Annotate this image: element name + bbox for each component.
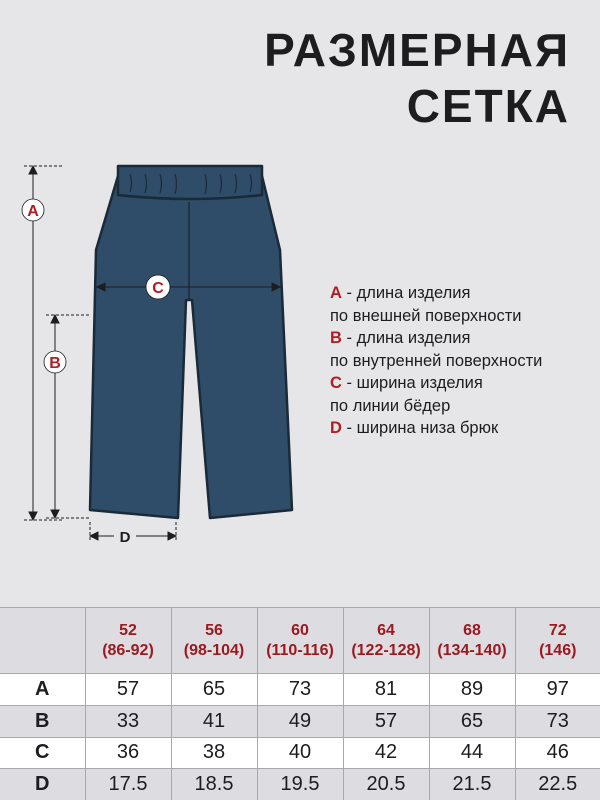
table-row xyxy=(0,705,600,737)
size-column-header: 60 (110-116) xyxy=(257,608,343,674)
row-label: C xyxy=(0,737,85,769)
pants-waistband xyxy=(118,166,262,199)
table-cell: 41 xyxy=(171,705,257,737)
table-cell: 40 xyxy=(257,737,343,769)
table-cell: 17.5 xyxy=(85,769,171,800)
legend-letter: C xyxy=(330,374,342,392)
size-column-header: 56 (98-104) xyxy=(171,608,257,674)
table-cell: 36 xyxy=(85,737,171,769)
size-column-header: 72 (146) xyxy=(515,608,600,674)
table-row xyxy=(0,674,600,706)
table-cell: 19.5 xyxy=(257,769,343,800)
size-column-header: 52 (86-92) xyxy=(85,608,171,674)
table-cell: 97 xyxy=(515,674,600,706)
size-column-header: 64 (122-128) xyxy=(343,608,429,674)
size-table-header xyxy=(0,608,600,674)
table-cell: 46 xyxy=(515,737,600,769)
legend-letter: B xyxy=(330,329,342,347)
dimension-a-label: A xyxy=(27,203,39,220)
row-label: A xyxy=(0,674,85,706)
table-cell: 38 xyxy=(171,737,257,769)
dimension-b-label: B xyxy=(49,355,61,372)
table-cell: 49 xyxy=(257,705,343,737)
dimension-c-label: C xyxy=(152,280,164,297)
table-row xyxy=(0,769,600,800)
size-table xyxy=(0,607,600,800)
table-cell: 89 xyxy=(429,674,515,706)
table-cell: 42 xyxy=(343,737,429,769)
legend-text: - ширина низа брюк xyxy=(341,419,499,437)
legend-text: - ширина изделия xyxy=(341,374,483,392)
legend-item-c xyxy=(330,372,590,395)
row-label: D xyxy=(0,769,85,800)
measurement-legend xyxy=(330,282,590,440)
legend-item-a-cont: по внешней поверхности xyxy=(330,306,522,325)
legend-item-b xyxy=(330,327,590,350)
legend-text: - длина изделия xyxy=(341,284,471,302)
table-row xyxy=(0,737,600,769)
table-cell: 81 xyxy=(343,674,429,706)
table-cell: 20.5 xyxy=(343,769,429,800)
legend-item-d xyxy=(330,417,590,440)
table-cell: 44 xyxy=(429,737,515,769)
pants-body xyxy=(90,176,292,518)
table-cell: 18.5 xyxy=(171,769,257,800)
legend-item-c-cont: по линии бёдер xyxy=(330,396,451,415)
legend-item-a xyxy=(330,282,590,305)
table-cell: 57 xyxy=(343,705,429,737)
pants-diagram xyxy=(0,150,330,570)
title-line-2: СЕТКА xyxy=(406,80,570,132)
size-column-header: 68 (134-140) xyxy=(429,608,515,674)
table-cell: 33 xyxy=(85,705,171,737)
legend-text: - длина изделия xyxy=(341,329,471,347)
title-line-1: РАЗМЕРНАЯ xyxy=(264,24,570,76)
page-title xyxy=(264,22,570,134)
dimension-d-label: D xyxy=(119,529,131,546)
legend-item-b-cont: по внутренней поверхности xyxy=(330,351,543,370)
table-cell: 73 xyxy=(257,674,343,706)
table-cell: 21.5 xyxy=(429,769,515,800)
row-label: B xyxy=(0,705,85,737)
table-cell: 22.5 xyxy=(515,769,600,800)
dimension-b xyxy=(46,315,90,518)
table-cell: 57 xyxy=(85,674,171,706)
table-cell: 65 xyxy=(171,674,257,706)
table-cell: 73 xyxy=(515,705,600,737)
legend-letter: D xyxy=(330,419,342,437)
table-corner xyxy=(0,608,85,674)
table-cell: 65 xyxy=(429,705,515,737)
legend-letter: A xyxy=(330,284,342,302)
